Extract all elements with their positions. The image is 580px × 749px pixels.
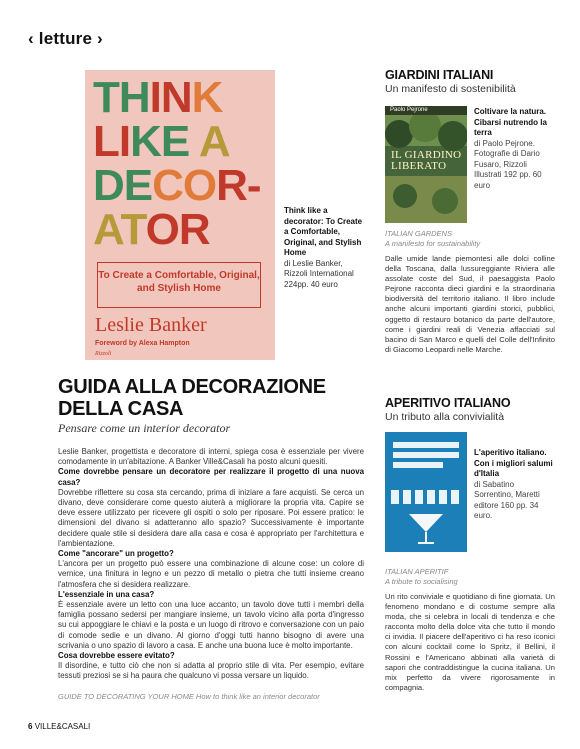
article-answer-1: Dovrebbe riflettere su cosa sta cercando, prima di iniziare a fare acquisti. Se cerca un divano, deve considerare come questo aiuterà a migliorare la propria vita. Capire se deve essere utilizzato per ricevere gli ospiti o solo per riposare. Poi essere pratico: le dimensioni del divano si adatteranno allo spazio? Successivamente è importante decidere quale stile si desidera dare alla casa e cosa è appropriato per l'architettura e l'ambientazione. [58,487,364,548]
article-question-2: Come "ancorare" un progetto? [58,549,174,559]
book-cover-giardino-liberato [385,106,467,223]
giardini-en-subtitle: A manifesto for sustainability [385,239,481,248]
cover-title-line-2: LIKE A [93,117,230,166]
page-footer [28,722,90,731]
giardini-caption-title: Coltivare la natura. Cibarsi nutrendo la terra [474,107,547,137]
aperitivo-title: APERITIVO ITALIANO [385,396,511,410]
magazine-name: VILLE&CASALI [34,722,91,731]
giardini-body: Dalle umide lande piemontesi alle dolci colline della Toscana, dalla lussureggiante Riviera alle assolate coste del Sud, il paesaggista Paolo Pejrone racconta dieci giardini e la straordinaria biodiversità del territorio italiano. Il libro include anche alcuni importanti giardini storici, pubblici, oggetto di restauro botanico da parte dell'autore, come i giardini reali di Venezia affacciati sul bacino di San Marco e quelli del Colle dell'Infinito di Giacomo Leopardi nelle Marche. [385,254,555,354]
section-label: ‹ letture › [28,29,103,48]
cocktail-illustration [385,432,467,552]
giardini-caption [474,107,554,191]
cover-foreword: Foreword by Alexa Hampton [95,340,190,347]
book-cover-think-like-a-decorator [85,70,275,360]
article-body [58,447,364,682]
cover-title-line-3: DECOR- [93,161,261,210]
article-answer-3: È essenziale avere un letto con una luce accanto, un tavolo dove tutti i membri della famiglia possano sedersi per mangiare insieme, un tavolo vicino alla porta d'ingresso su cui appoggiare le chiavi e la posta e un luogo di ritrovo e conversazione con un paio di comode sedie e un divano. Al giorno d'oggi tutti hanno bisogno di avere una scrivania o uno spazio di lavoro a casa. E anche una buona luce è molto importante. [58,600,364,650]
gi-cover-title: IL GIARDINO LIBERATO [391,149,462,172]
aperitivo-en-subtitle: A tribute to socialising [385,577,458,586]
article-question-4: Cosa dovrebbe essere evitato? [58,651,175,661]
article-question-1: Come dovrebbe pensare un decoratore per realizzare il progetto di una nuova casa? [58,467,364,487]
cover-publisher: Rizzoli [95,351,112,357]
aperitivo-caption-title: L'aperitivo italiano. Con i migliori salumi d'Italia [474,448,553,478]
cover-subtitle: To Create a Comfortable, Original, and Stylish Home [97,262,261,308]
main-book-caption-title: Think like a decorator: To Create a Comfortable, Original, and Stylish Home [284,206,363,257]
aperitivo-caption [474,448,554,522]
giardini-en-title: ITALIAN GARDENS [385,229,452,238]
aperitivo-en-title: ITALIAN APERITIF [385,567,449,576]
article-headline: GUIDA ALLA DECORAZIONE DELLA CASA [58,376,326,420]
aperitivo-caption-details: di Sabatino Sorrentino, Maretti editore 160 pp. 34 euro. [474,479,540,520]
article-answer-2: L'ancora per un progetto può essere una combinazione di alcune cose: un colore di vernice, una finitura in legno e un pezzo di metallo o pietra che tutti insieme creano l'atmosfera che si desidera realizzare. [58,559,364,589]
article-answer-4: Il disordine, e tutto ciò che non si adatta al proprio stile di vita. Per esempio, evitare tessuti preziosi se si ha paura che qualcuno vi possa versare un liquido. [58,661,364,681]
aperitivo-english [385,567,458,587]
giardini-title: GIARDINI ITALIANI [385,68,494,82]
cover-author: Leslie Banker [95,314,207,336]
page-number: 6 [28,722,33,731]
giardini-english [385,229,480,249]
article-subhead: Pensare come un interior decorator [58,421,231,435]
main-book-caption-details: di Leslie Banker, Rizzoli International 224pp. 40 euro [284,258,354,289]
article-question-3: L'essenziale in una casa? [58,589,155,599]
article-intro: Leslie Banker, progettista e decoratore di interni, spiega cosa è essenziale per vivere comodamente in un'abitazione. A Banker Ville&Casali ha posto alcuni quesiti. [58,447,364,467]
article-footer-english: GUIDE TO DECORATING YOUR HOME How to think like an interior decorator [58,692,320,701]
main-book-caption [284,206,364,290]
cover-title-line-1: THINK [93,73,223,122]
cover-title-line-4: ATOR [93,205,210,254]
book-cover-aperitivo [385,432,467,552]
aperitivo-body: Un rito conviviale e quotidiano di fine giornata. Un fenomeno mondano e di costume sempre alla moda, che si celebra in locali di tendenza e che racconta molto della dolce vita che tutto il mondo ci invidia. Il piacere dell'aperitivo ci ha reso iconici con alcuni cocktail come lo Spritz, il Bellini, il Rossini e l'Americano abbinati alla varietà di sapori che contraddistingue la cucina italiana. Un mix perfetto da vivere rigorosamente in compagnia. [385,592,555,692]
aperitivo-subtitle: Un tributo alla convivialità [385,411,505,423]
gi-cover-author: Paolo Pejrone [390,107,428,113]
giardini-subtitle: Un manifesto di sostenibilità [385,83,516,95]
giardini-caption-details: di Paolo Pejrone. Fotografie di Dario Fusaro, Rizzoli Illustrati 192 pp. 60 euro [474,138,542,190]
